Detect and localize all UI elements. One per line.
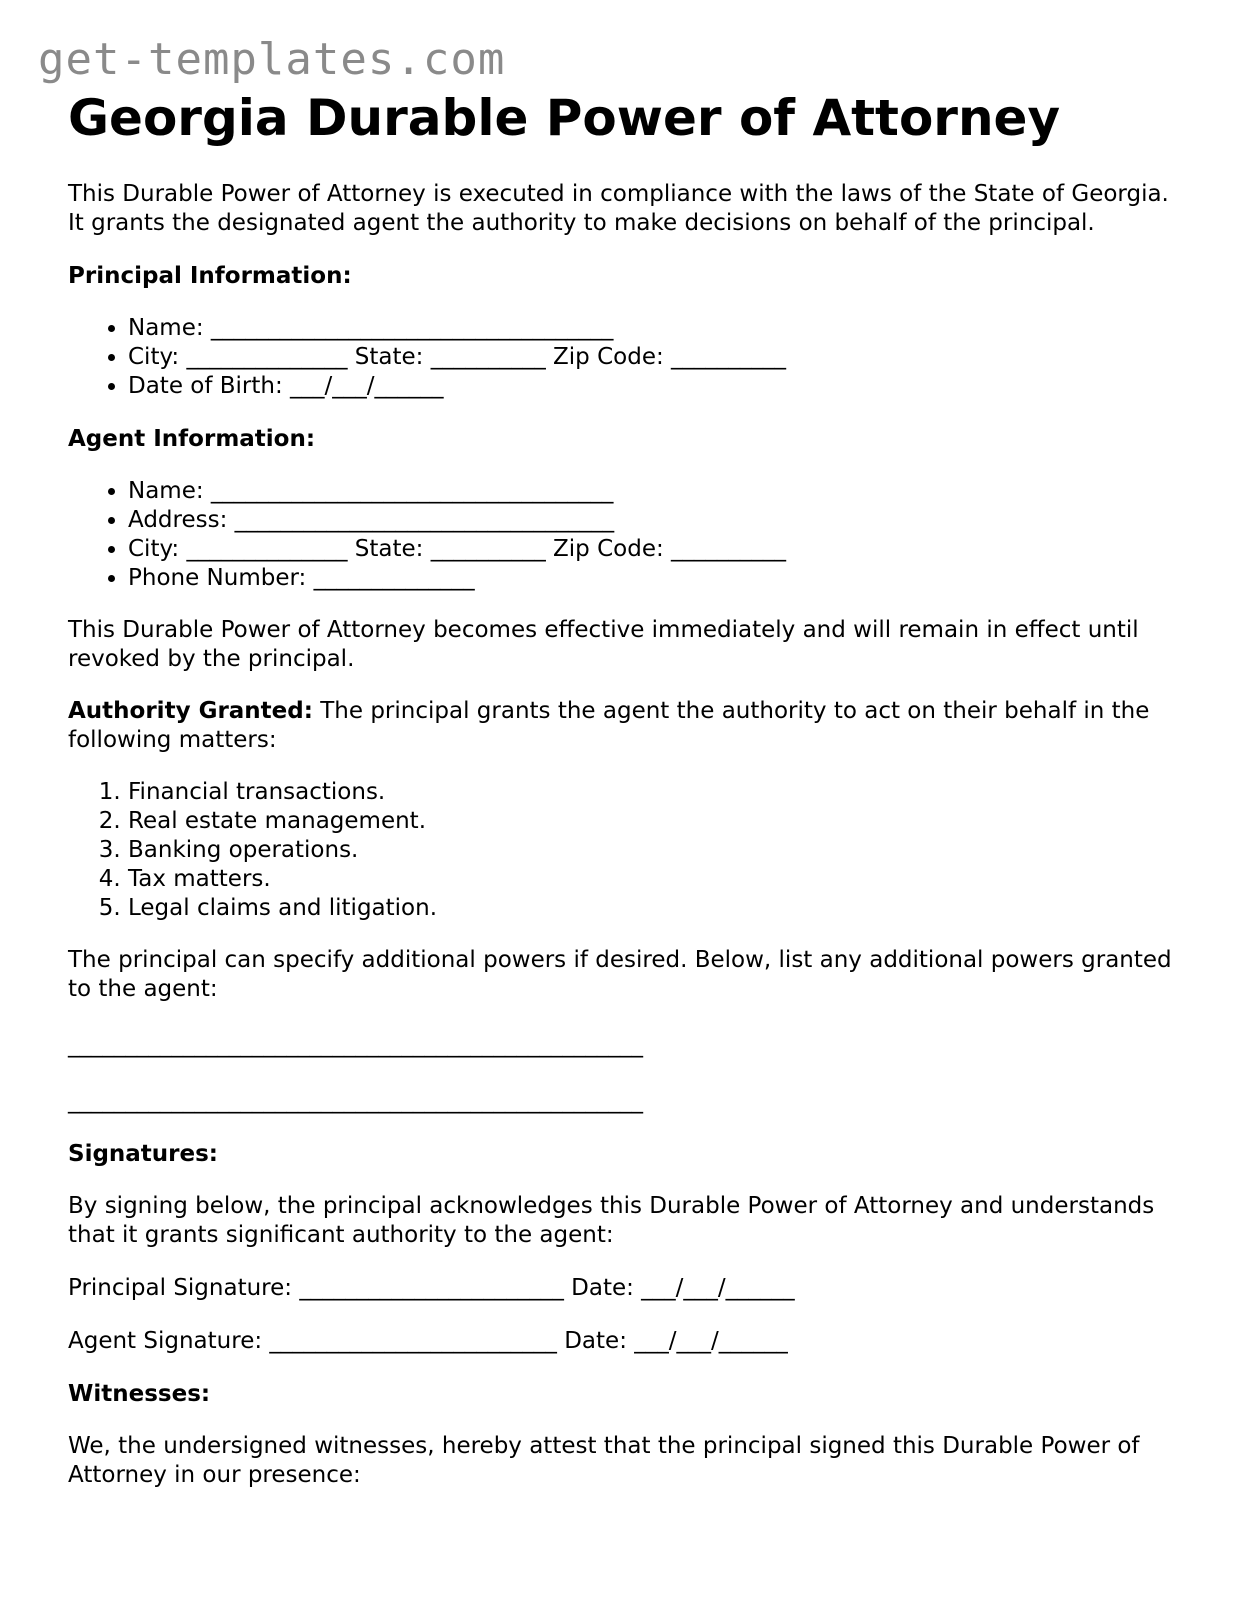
document-page — [68, 88, 1178, 1490]
authority-item: 4. Tax matters. — [128, 865, 1178, 894]
authority-item: 3. Banking operations. — [128, 836, 1178, 865]
principal-signature-line: Principal Signature: _______________________ Date: ___/___/______ — [68, 1275, 795, 1301]
authority-list — [68, 778, 1178, 923]
authority-item: 2. Real estate management. — [128, 807, 1178, 836]
principal-dob-field: • Date of Birth: ___/___/______ — [128, 372, 1178, 401]
agent-phone-field: • Phone Number: ______________ — [128, 564, 1178, 593]
principal-heading: Principal Information: — [68, 263, 352, 289]
agent-heading: Agent Information: — [68, 426, 316, 452]
agent-address-field: • Address: _________________________________ — [128, 506, 1178, 535]
principal-info-list — [68, 314, 1178, 401]
authority-label: Authority Granted: — [68, 698, 313, 724]
authority-paragraph — [68, 697, 1178, 755]
witnesses-heading: Witnesses: — [68, 1381, 211, 1407]
additional-powers-line: __________________________________________________ — [68, 1088, 643, 1114]
signatures-heading: Signatures: — [68, 1141, 219, 1167]
document-title: Georgia Durable Power of Attorney — [68, 89, 1061, 147]
signatures-paragraph: By signing below, the principal acknowledges this Durable Power of Attorney and understands that it grants significant authority to the agent: — [68, 1193, 1155, 1248]
intro-paragraph: This Durable Power of Attorney is executed in compliance with the laws of the State of Georgia. It grants the designated agent the authority to make decisions on behalf of the principal. — [68, 181, 1169, 236]
principal-name-field: • Name: ___________________________________ — [128, 314, 1178, 343]
effective-paragraph: This Durable Power of Attorney becomes effective immediately and will remain in effect until revoked by the principal. — [68, 617, 1139, 672]
additional-powers-paragraph: The principal can specify additional powers if desired. Below, list any additional powers granted to the agent: — [68, 947, 1172, 1002]
authority-item: 1. Financial transactions. — [128, 778, 1178, 807]
witnesses-paragraph: We, the undersigned witnesses, hereby attest that the principal signed this Durable Power of Attorney in our presence: — [68, 1433, 1140, 1488]
agent-info-list — [68, 477, 1178, 593]
agent-signature-line: Agent Signature: _________________________ Date: ___/___/______ — [68, 1328, 788, 1354]
site-watermark: get-templates.com — [38, 34, 506, 85]
agent-city-state-zip-field: • City: ______________ State: __________ Zip Code: __________ — [128, 535, 1178, 564]
agent-name-field: • Name: ___________________________________ — [128, 477, 1178, 506]
authority-item: 5. Legal claims and litigation. — [128, 894, 1178, 923]
authority-text: The principal grants the agent the authority to act on their behalf in the following matters: — [68, 698, 1150, 753]
principal-city-state-zip-field: • City: ______________ State: __________ Zip Code: __________ — [128, 343, 1178, 372]
additional-powers-line: __________________________________________________ — [68, 1032, 643, 1058]
